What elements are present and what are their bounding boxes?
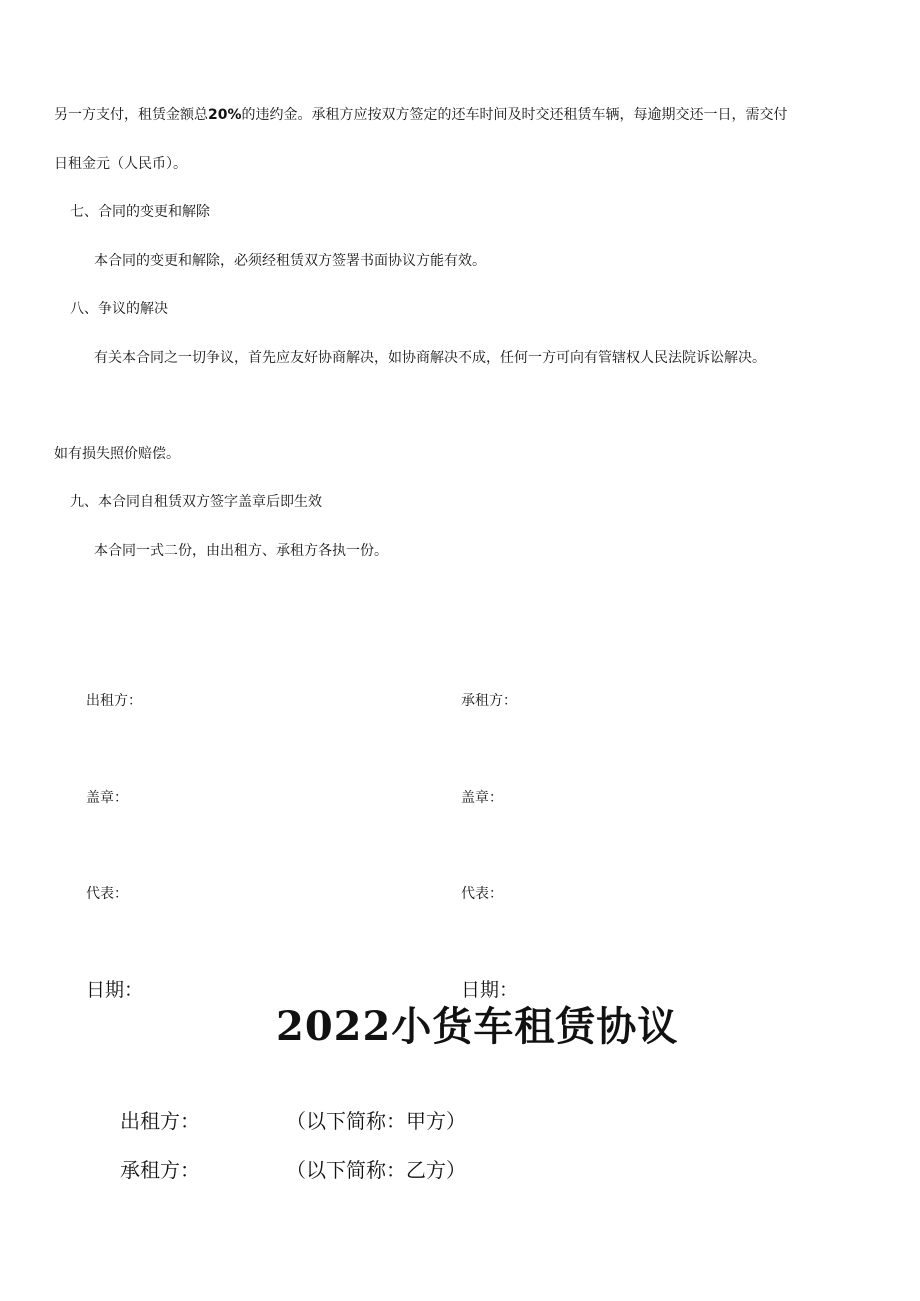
section-7-body: 本合同的变更和解除，必须经租赁双方签署书面协议方能有效。 [94,253,486,269]
section-8-heading: 八、争议的解决 [70,301,168,317]
lessor-signature-label: 出租方： [86,693,142,709]
section-8-body: 有关本合同之一切争议，首先应友好协商解决，如协商解决不成，任何一方可向有管辖权人民法院诉讼解决。 [94,350,766,366]
penalty-percentage: 20% [208,107,242,123]
penalty-text-b: 的违约金。承租方应按双方签定的还车时间及时交还租赁车辆，每逾期交还一日，需交付 [241,107,788,123]
section-9-heading: 九、本合同自租赁双方签字盖章后即生效 [70,494,322,510]
section-9-body: 本合同一式二份，由出租方、承租方各执一份。 [94,543,388,559]
paragraph-daily-rent: 日租金元（人民币）。 [54,156,187,172]
agreement-title: 2022小货车租赁协议 [276,1003,679,1050]
damage-compensation-note: 如有损失照价赔偿。 [54,446,180,462]
lessor-party-alias: （以下简称：甲方） [286,1109,466,1133]
penalty-text-a: 另一方支付，租赁金额总 [54,107,208,123]
lessor-date-label: 日期： [86,979,144,1001]
lessor-seal-label: 盖章： [86,790,128,806]
lessor-party-label: 出租方： [120,1109,200,1133]
lessee-signature-label: 承租方： [461,693,517,709]
section-7-heading: 七、合同的变更和解除 [70,204,210,220]
lessee-date-label: 日期： [461,979,519,1001]
lessee-party-label: 承租方： [120,1158,200,1182]
lessor-representative-label: 代表： [86,886,128,902]
paragraph-penalty-line [54,106,788,124]
lessee-party-alias: （以下简称：乙方） [286,1158,466,1182]
lessee-seal-label: 盖章： [461,790,503,806]
lessee-representative-label: 代表： [461,886,503,902]
